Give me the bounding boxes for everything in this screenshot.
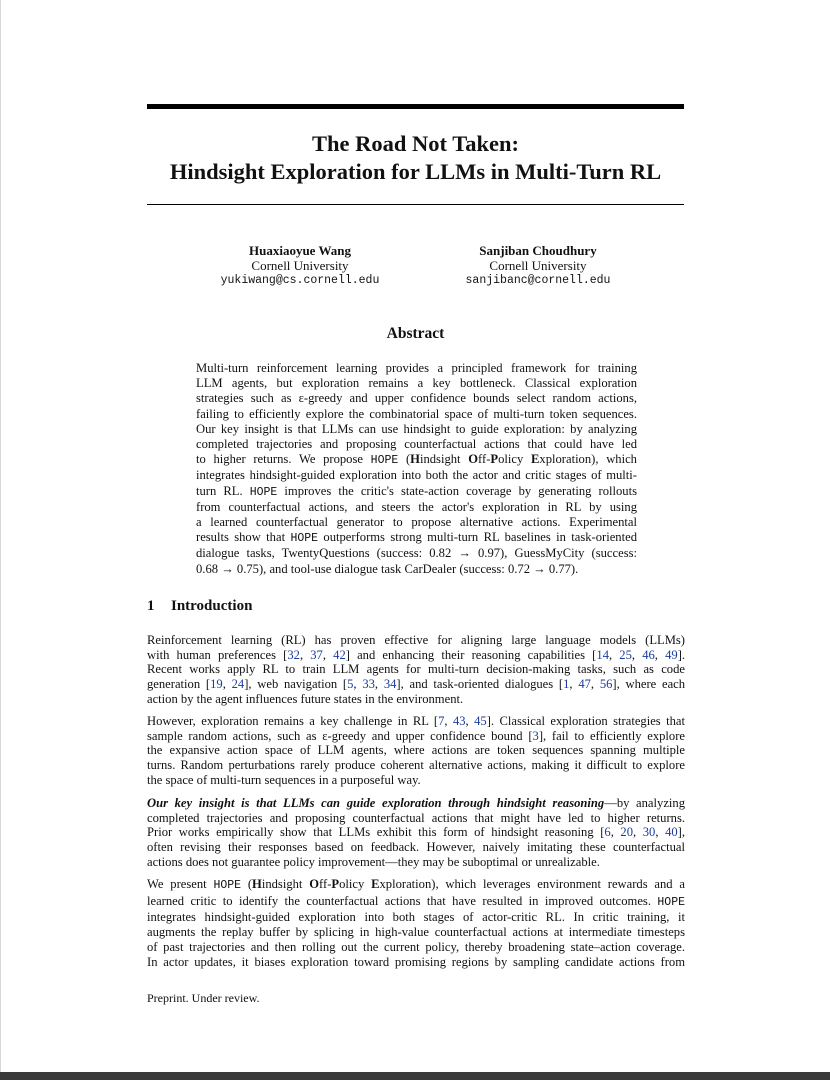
text-line: completed trajectories and proposing counterfactual actions that might have led to higher returns. (147, 810, 685, 825)
citation-link[interactable]: 24 (231, 677, 245, 692)
intro-paragraph-4 (147, 877, 685, 969)
method-name: HOPE (370, 454, 399, 468)
text-line: generation [19, 24], web navigation [5, 33, 34], and task-oriented dialogues [1, 47, 56], where each (147, 677, 686, 692)
text-line: Our key insight is that LLMs can use hindsight to guide exploration: by analyzing (196, 421, 637, 436)
title-line-2: Hindsight Exploration for LLMs in Multi-Turn RL (169, 159, 662, 184)
text-line: 0.68 → 0.75), and tool-use dialogue task CarDealer (success: 0.72 → 0.77). (196, 561, 579, 576)
text-line: LLM agents, but exploration remains a key bottleneck. Classical exploration (196, 376, 637, 391)
text-line: Reinforcement learning (RL) has proven effective for aligning large language models (LLMs) (147, 633, 685, 647)
text-line (147, 796, 685, 811)
intro-paragraph-2 (147, 714, 685, 788)
citation-link[interactable]: 6 (604, 825, 611, 840)
abstract-heading: Abstract (386, 325, 445, 342)
citation-link[interactable]: 56 (599, 677, 613, 692)
citation-link[interactable]: 14 (596, 647, 609, 662)
text-line: from counterfactual actions, and steers the actor's exploration in RL by using (196, 499, 637, 514)
text-line: turns. Random perturbations rarely produce coherent alternative actions, making it difficult to explore (147, 758, 685, 773)
text-line: In actor updates, it biases exploration toward promising regions by sampling candidate actions from (147, 954, 685, 969)
method-name: HOPE (657, 895, 685, 909)
text-line: learned critic to identify the counterfactual actions that have resulted in improved outcomes. HOPE (147, 893, 685, 909)
text-line: results show that HOPE outperforms strong multi-turn RL baselines in task-oriented (196, 530, 637, 546)
author-block-2 (438, 243, 638, 288)
intro-paragraph-1 (147, 633, 685, 707)
text-line: strategies such as ε-greedy and upper confidence bounds select random actions, (196, 391, 637, 406)
text-line: integrates hindsight-guided exploration into both the actor and critic stages of multi- (196, 468, 637, 483)
viewer-bottom-bar (0, 1072, 830, 1080)
text-line: dialogue tasks, TwentyQuestions (success: 0.82 → 0.97), GuessMyCity (success: (196, 546, 637, 561)
text-line: sample random actions, such as ε-greedy and upper confidence bound [3], fail to efficiently explore (147, 728, 685, 743)
text-line: Multi-turn reinforcement learning provides a principled framework for training (196, 361, 637, 375)
text-line: a learned counterfactual generator to propose alternative actions. Experimental (196, 515, 637, 530)
text-line: the space of multi-turn sequences in a purposeful way. (147, 772, 421, 787)
citation-link[interactable]: 46 (642, 647, 655, 662)
text-line: turn RL. HOPE improves the critic's state-action coverage by generating rollouts (196, 483, 637, 499)
text-line: completed trajectories and proposing counterfactual actions that could have led (196, 437, 637, 452)
text-line: Recent works apply RL to train LLM agents for multi-turn decision-making tasks, such as code (147, 662, 685, 677)
text-line: of past trajectories and then rolling out the current policy, thereby broadening state–action coverage. (147, 939, 685, 954)
author-block-1 (200, 243, 400, 288)
text-line: to higher returns. We propose HOPE (Hindsight Off-Policy Exploration), which (196, 452, 637, 468)
citation-link[interactable]: 1 (563, 677, 570, 692)
citation-link[interactable]: 47 (578, 677, 591, 692)
text-line: We present HOPE (Hindsight Off-Policy Exploration), which leverages environment rewards and a (147, 877, 685, 892)
citation-link[interactable]: 42 (333, 647, 346, 662)
text-line: often revising their responses based on feedback. However, naively imitating these counterfactual (147, 840, 685, 855)
citation-link[interactable]: 19 (210, 677, 223, 692)
paragraph-3-body (147, 811, 685, 870)
citation-link[interactable]: 49 (665, 647, 678, 662)
section-number: 1 (147, 598, 155, 614)
citation-link[interactable]: 45 (474, 714, 487, 728)
author-affiliation: Cornell University (489, 258, 587, 273)
author-name: Huaxiaoyue Wang (249, 243, 351, 258)
intro-paragraph-3 (147, 796, 685, 870)
text-line: with human preferences [32, 37, 42] and enhancing their reasoning capabilities [14, 25, 46, 49]. (147, 647, 686, 662)
text-line: integrates hindsight-guided exploration into both stages of actor-critic RL. In critic training, it (147, 910, 685, 925)
title-bottom-rule (147, 204, 684, 205)
citation-link[interactable]: 34 (383, 677, 397, 692)
method-name: HOPE (290, 532, 319, 546)
author-affiliation: Cornell University (251, 258, 349, 273)
text-line: failing to efficiently explore the combinatorial space of multi-turn token sequences. (196, 406, 637, 421)
abstract-body (196, 361, 637, 577)
citation-link[interactable]: 3 (532, 728, 539, 743)
citation-link[interactable]: 40 (665, 825, 678, 840)
section-heading (147, 598, 252, 615)
text-line: the expansive action space of LLM agents, where actions are token sequences spanning multiple (147, 743, 685, 758)
text-line: augments the replay buffer by splicing in high-value counterfactual actions at intermediate timesteps (147, 925, 685, 940)
author-name: Sanjiban Choudhury (479, 243, 597, 258)
citation-link[interactable]: 43 (452, 714, 466, 728)
page-edge (0, 0, 1, 1072)
title-line-1: The Road Not Taken: (312, 131, 519, 156)
citation-link[interactable]: 5 (347, 677, 354, 692)
text-line: action by the agent influences future states in the environment. (147, 691, 464, 706)
citation-link[interactable]: 20 (620, 825, 634, 840)
citation-link[interactable]: 30 (642, 825, 656, 840)
key-insight: Our key insight is that LLMs can guide exploration through hindsight reasoning (147, 796, 605, 810)
title-top-rule (147, 104, 684, 109)
citation-link[interactable]: 25 (619, 647, 632, 662)
citation-link[interactable]: 33 (362, 677, 375, 692)
citation-link[interactable]: 37 (310, 647, 323, 662)
key-insight-rest: —by analyzing (604, 796, 685, 810)
author-email: yukiwang@cs.cornell.edu (220, 274, 380, 287)
method-name: HOPE (249, 485, 278, 499)
section-title: Introduction (171, 598, 253, 614)
text-line: Prior works empirically show that LLMs exhibit this form of hindsight reasoning [6, 20, 30, 40], (147, 825, 686, 840)
text-line: actions does not guarantee policy improvement—they may be suboptimal or unrealizable. (147, 854, 600, 869)
footer-note: Preprint. Under review. (147, 991, 260, 1005)
paper-title (147, 130, 684, 186)
citation-link[interactable]: 7 (438, 714, 445, 728)
author-email: sanjibanc@cornell.edu (465, 274, 611, 287)
text-line: However, exploration remains a key challenge in RL [7, 43, 45]. Classical exploration strategies that (147, 714, 686, 728)
method-name: HOPE (213, 879, 242, 892)
citation-link[interactable]: 32 (287, 647, 300, 662)
